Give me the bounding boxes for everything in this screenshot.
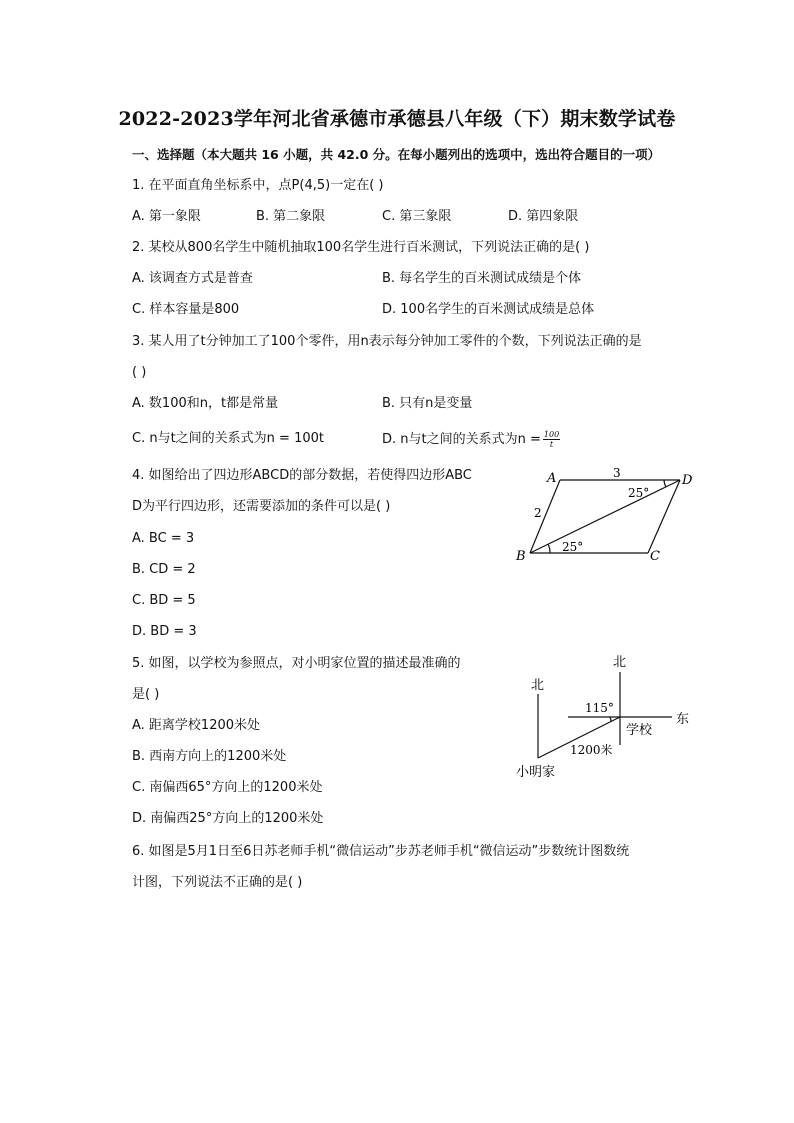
section-heading: 一、选择题（本大题共 16 小题，共 42.0 分。在每小题列出的选项中，选出符合题目的一项） (132, 147, 661, 162)
question-5-option-c: C. 南偏西65°方向上的1200米处 (132, 780, 323, 795)
question-4-option-c: C. BD = 5 (132, 593, 196, 608)
parallelogram-figure (510, 462, 710, 572)
diagonal-bd (530, 480, 680, 553)
side-ab-length: 2 (534, 506, 542, 520)
question-1-option-a: A. 第一象限 (132, 209, 201, 224)
vertex-c-label: C (650, 549, 660, 564)
question-4-option-a: A. BC = 3 (132, 531, 195, 546)
question-2-option-d: D. 100名学生的百米测试成绩是总体 (382, 302, 595, 317)
question-4-stem: 4. 如图给出了四边形ABCD的部分数据，若使得四边形ABC (132, 468, 472, 483)
angle-arc-d (664, 480, 666, 487)
question-5-stem-cont: 是( ) (132, 687, 160, 702)
question-3-option-b: B. 只有n是变量 (382, 396, 473, 411)
question-1-option-d: D. 第四象限 (508, 209, 579, 224)
vertex-d-label: D (682, 473, 693, 488)
fraction-denominator: t (549, 440, 554, 449)
fraction-100-over-t (543, 430, 560, 449)
compass-direction-figure (510, 650, 710, 785)
question-3-option-d (382, 430, 560, 449)
question-3-option-c: C. n与t之间的关系式为n = 100t (132, 431, 324, 446)
angle-arc-115 (610, 717, 611, 722)
question-4-option-b: B. CD = 2 (132, 562, 196, 577)
angle-115-label: 115° (585, 701, 614, 715)
question-4-stem-cont: D为平行四边形，还需要添加的条件可以是( ) (132, 499, 391, 514)
question-3-option-d-text: D. n与t之间的关系式为n = (382, 432, 541, 447)
question-2-stem: 2. 某校从800名学生中随机抽取100名学生进行百米测试，下列说法正确的是( ) (132, 240, 590, 255)
question-1-option-b: B. 第二象限 (256, 209, 326, 224)
angle-b-label: 25° (562, 540, 584, 554)
question-5-option-d: D. 南偏西25°方向上的1200米处 (132, 811, 324, 826)
question-5-option-b: B. 西南方向上的1200米处 (132, 749, 287, 764)
north-label-school: 北 (613, 655, 627, 670)
fraction-numerator: 100 (543, 430, 560, 439)
question-2-option-b: B. 每名学生的百米测试成绩是个体 (382, 271, 582, 286)
question-3-stem: 3. 某人用了t分钟加工了100个零件，用n表示每分钟加工零件的个数，下列说法正确的是 (132, 334, 642, 349)
question-2-option-c: C. 样本容量是800 (132, 302, 240, 317)
question-5-option-a: A. 距离学校1200米处 (132, 718, 261, 733)
vertex-a-label: A (547, 471, 557, 486)
question-3-option-a: A. 数100和n，t都是常量 (132, 396, 279, 411)
school-label: 学校 (626, 723, 653, 738)
distance-label: 1200米 (570, 743, 613, 757)
question-5-stem: 5. 如图，以学校为参照点，对小明家位置的描述最准确的 (132, 656, 461, 671)
question-4-option-d: D. BD = 3 (132, 624, 197, 639)
question-6-stem: 6. 如图是5月1日至6日苏老师手机“微信运动”步苏老师手机“微信运动”步数统计图数统 (132, 844, 630, 859)
question-3-stem-cont: ( ) (132, 365, 147, 380)
angle-arc-b (548, 544, 550, 553)
edge-dc (648, 480, 680, 553)
north-label-home: 北 (531, 678, 545, 693)
question-2-option-a: A. 该调查方式是普查 (132, 271, 253, 286)
question-6-stem-cont: 计图，下列说法不正确的是( ) (132, 875, 303, 890)
question-1-stem: 1. 在平面直角坐标系中，点P(4,5)一定在( ) (132, 178, 384, 193)
vertex-b-label: B (516, 549, 526, 564)
question-1-option-c: C. 第三象限 (382, 209, 452, 224)
side-ad-length: 3 (613, 466, 621, 480)
angle-d-label: 25° (628, 486, 650, 500)
home-label: 小明家 (516, 765, 556, 780)
exam-title: 2022-2023学年河北省承德市承德县八年级（下）期末数学试卷 (118, 108, 676, 130)
east-label: 东 (676, 712, 690, 727)
